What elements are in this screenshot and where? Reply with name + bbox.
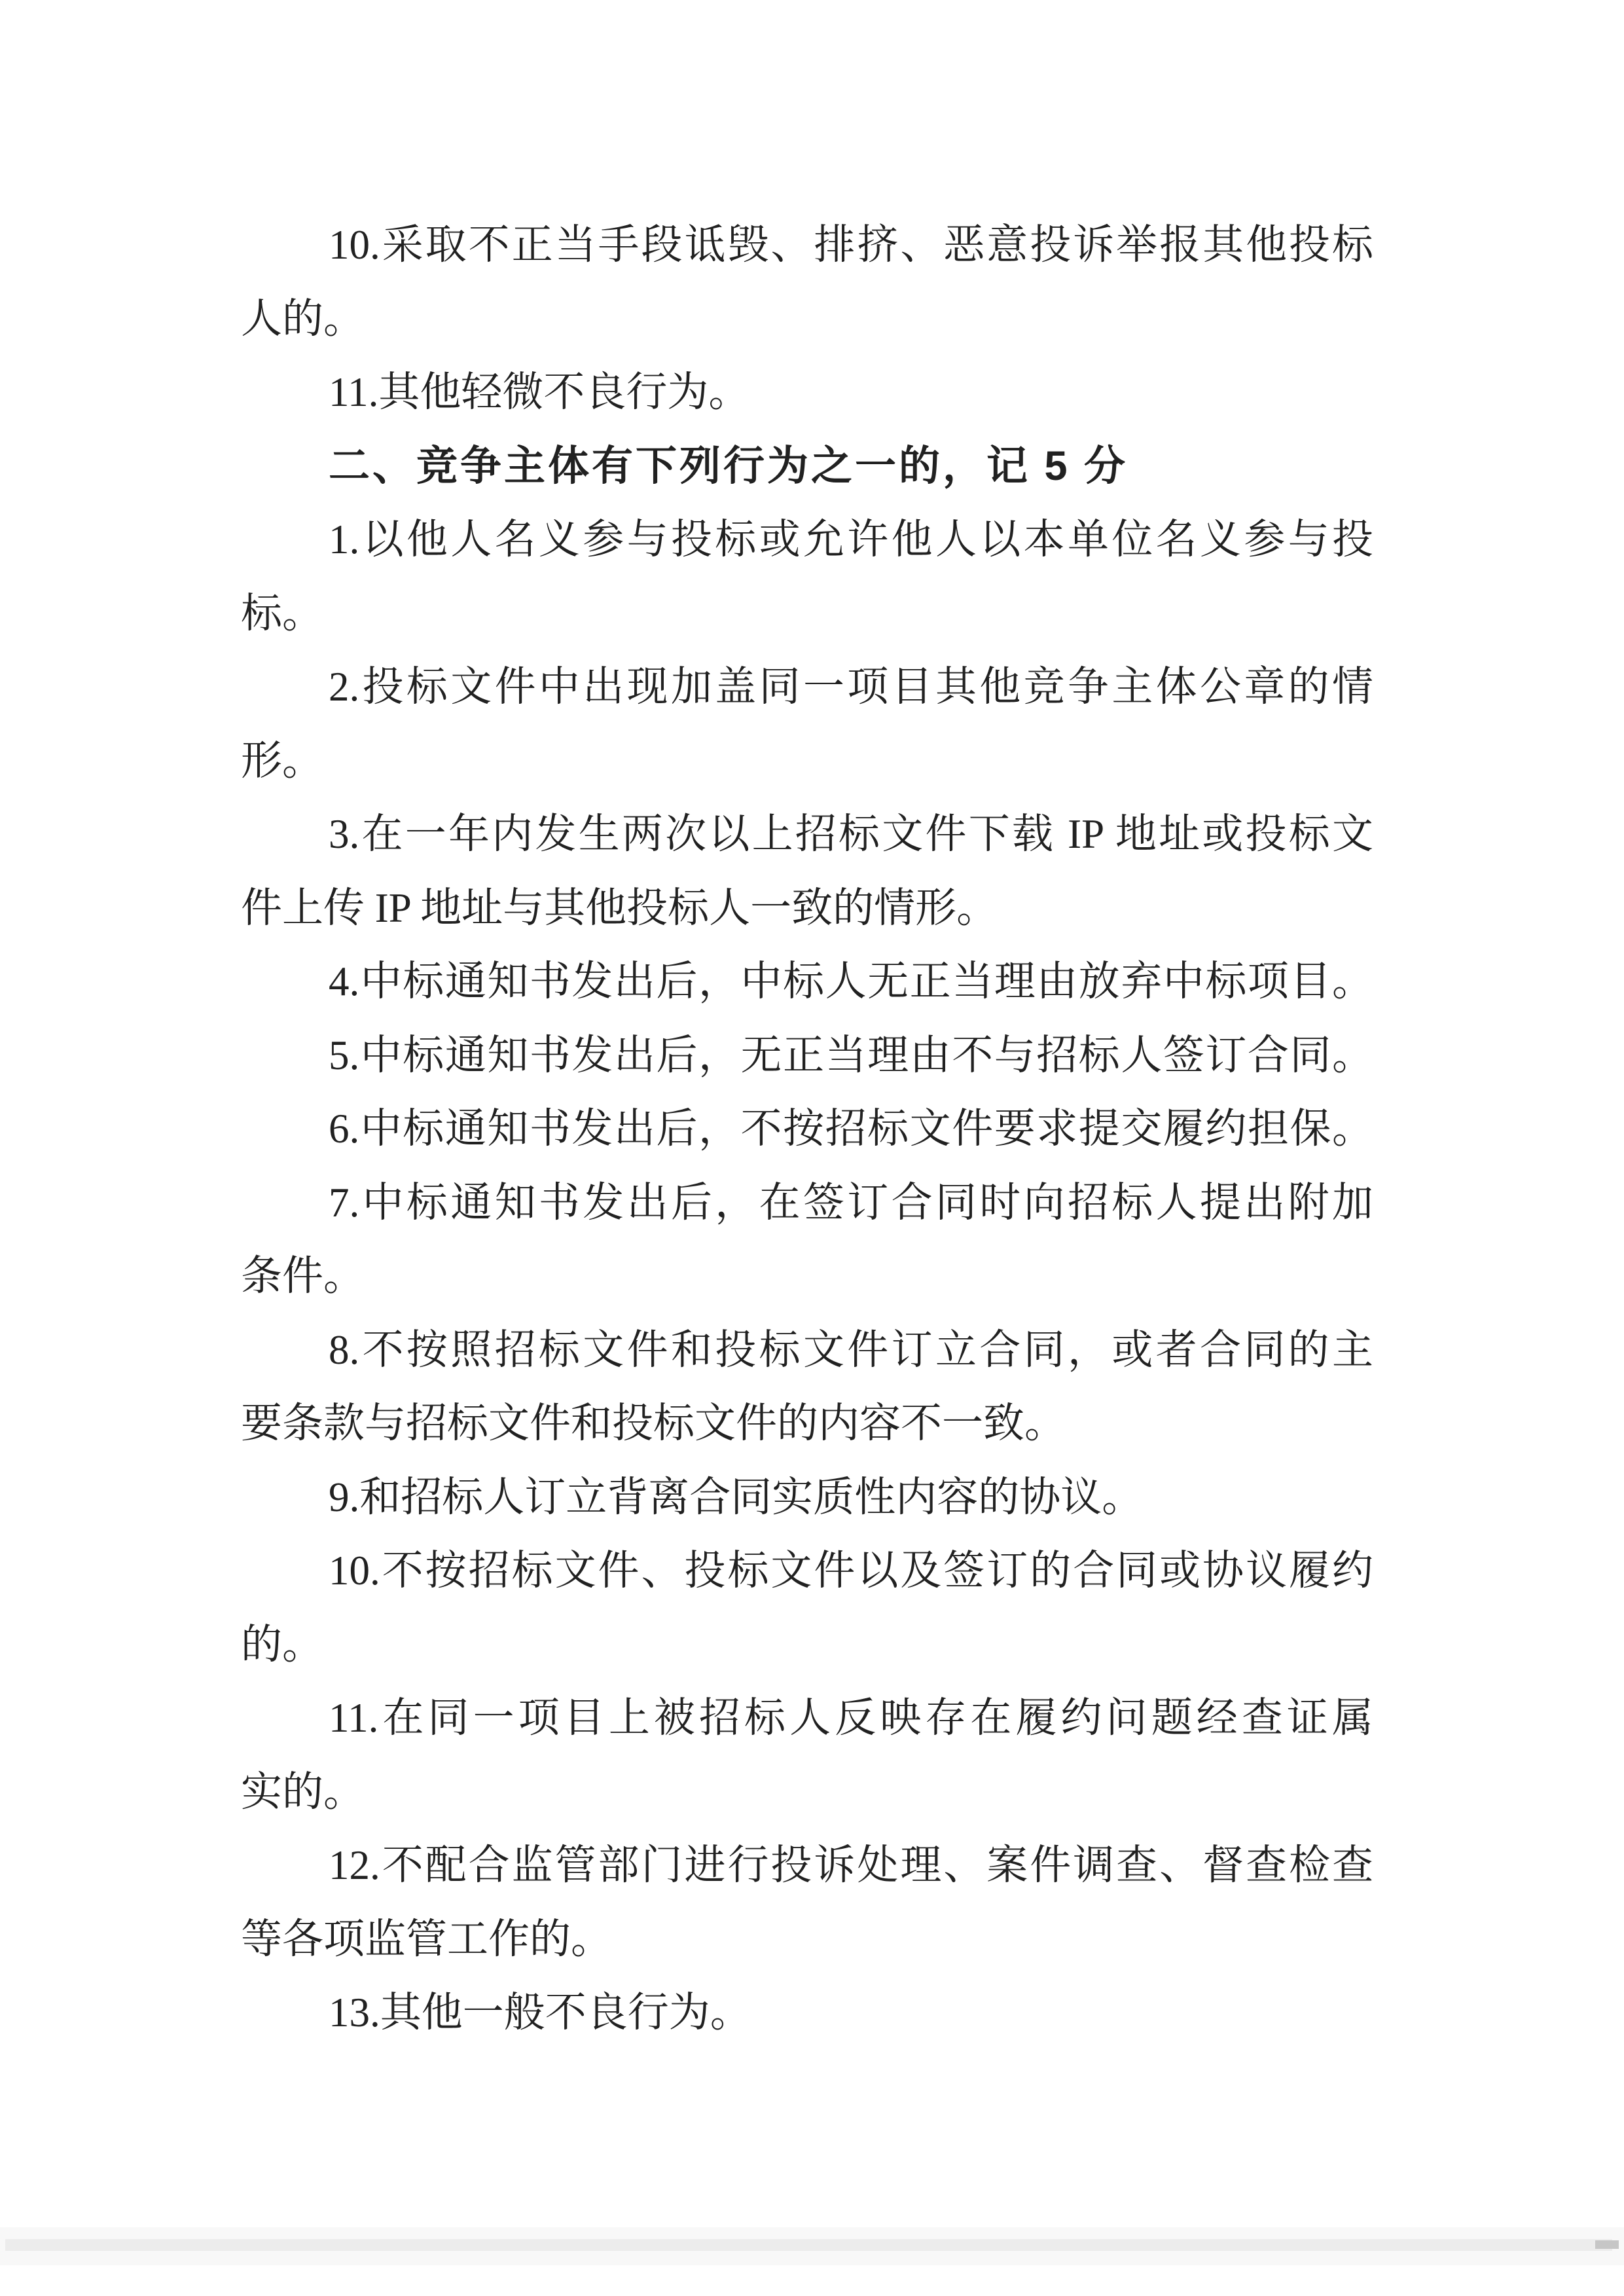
text-line: 条件。 — [241, 1253, 365, 1299]
scan-artifact-line — [5, 2239, 1612, 2251]
text-line: 6.中标通知书发出后，不按招标文件要求提交履约担保。 — [329, 1106, 1373, 1152]
text-line: 实的。 — [241, 1768, 365, 1815]
text-line: 11.在同一项目上被招标人反映存在履约问题经查证属 — [329, 1695, 1373, 1741]
text-line: 5.中标通知书发出后，无正当理由不与招标人签订合同。 — [329, 1032, 1373, 1078]
text-line: 标。 — [241, 590, 323, 636]
text-line: 要条款与招标文件和投标文件的内容不一致。 — [241, 1400, 1066, 1446]
text-line: 4.中标通知书发出后，中标人无正当理由放弃中标项目。 — [329, 958, 1373, 1004]
text-line: 等各项监管工作的。 — [241, 1916, 612, 1962]
text-line: 11.其他轻微不良行为。 — [329, 369, 750, 415]
text-line: 的。 — [241, 1621, 323, 1667]
text-line: 13.其他一般不良行为。 — [329, 1990, 751, 2035]
text-line: 10.不按招标文件、投标文件以及签订的合同或协议履约 — [329, 1548, 1373, 1594]
text-line: 8.不按照招标文件和投标文件订立合同，或者合同的主 — [329, 1326, 1373, 1373]
text-line: 形。 — [241, 737, 323, 784]
section-heading: 二、竞争主体有下列行为之一的，记 5 分 — [329, 443, 1128, 489]
text-line: 1.以他人名义参与投标或允许他人以本单位名义参与投 — [329, 517, 1373, 562]
text-line: 10.采取不正当手段诋毁、排挤、恶意投诉举报其他投标 — [329, 222, 1373, 268]
scan-artifact-mark — [1595, 2240, 1619, 2249]
text-line: 3.在一年内发生两次以上招标文件下载 IP 地址或投标文 — [329, 811, 1373, 857]
text-line: 件上传 IP 地址与其他投标人一致的情形。 — [241, 884, 998, 931]
text-line: 12.不配合监管部门进行投诉处理、案件调查、督查检查 — [329, 1842, 1373, 1888]
text-line: 2.投标文件中出现加盖同一项目其他竞争主体公章的情 — [329, 664, 1373, 710]
document-text-block — [241, 208, 1373, 2050]
text-line: 9.和招标人订立背离合同实质性内容的协议。 — [329, 1474, 1144, 1520]
text-line: 人的。 — [241, 295, 365, 342]
text-line: 7.中标通知书发出后，在签订合同时向招标人提出附加 — [329, 1179, 1373, 1226]
